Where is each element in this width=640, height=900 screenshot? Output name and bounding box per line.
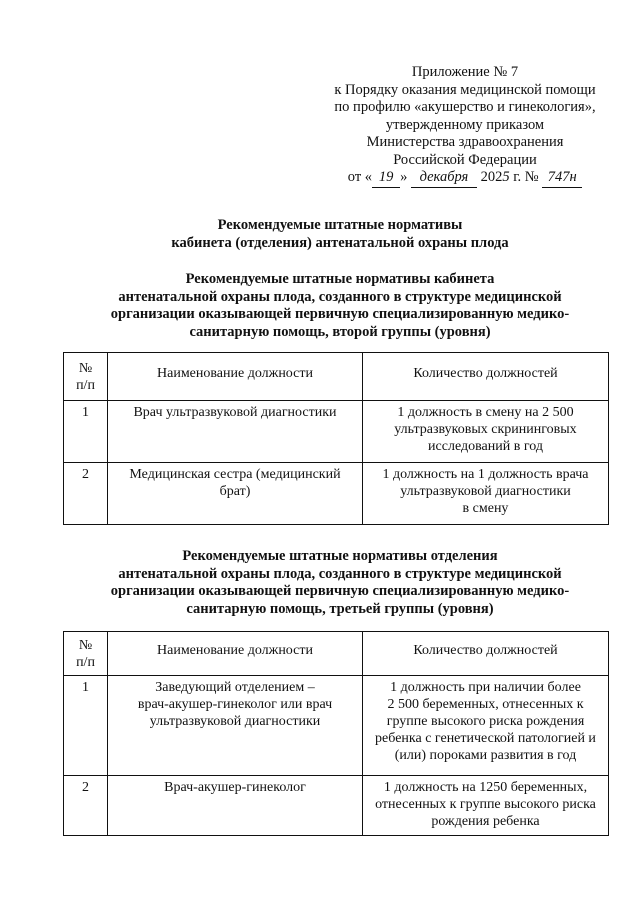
row-num: 1 (64, 401, 108, 463)
header-count: Количество должностей (363, 353, 609, 401)
section1-table (63, 352, 609, 525)
row-count: 1 должность в смену на 2 500 ультразвуковых скрининговых исследований в год (363, 401, 609, 463)
row-position: Врач ультразвуковой диагностики (108, 401, 363, 463)
handwritten-order-number: 747н (542, 169, 582, 188)
order-date-line (300, 169, 630, 188)
section1-title (40, 271, 640, 341)
main-title-line: Рекомендуемые штатные нормативы (217, 217, 463, 233)
row-num: 2 (64, 463, 108, 525)
appendix-line: по профилю «акушерство и гинекология», (334, 99, 596, 115)
row-count: 1 должность на 1250 беременных, отнесенных к группе высокого риска рождения ребенка (363, 776, 609, 836)
main-title-line: кабинета (отделения) антенатальной охраны плода (171, 234, 509, 251)
row-position: Заведующий отделением – врач-акушер-гинеколог или врач ультразвуковой диагностики (108, 676, 363, 776)
section-title-line: организации оказывающей первичную специализированную медико- (110, 583, 570, 599)
appendix-line: Министерства здравоохранения (366, 134, 564, 150)
row-count: 1 должность при наличии более 2 500 беременных, отнесенных к группе высокого риска рождения ребенка с генетической патологией и (или) пороками развития в год (363, 676, 609, 776)
row-count: 1 должность на 1 должность врача ультразвуковой диагностики в смену (363, 463, 609, 525)
appendix-line: Приложение № 7 (411, 64, 519, 80)
table-row (64, 463, 609, 525)
year-suffix: г. № (513, 169, 539, 185)
table-row (64, 401, 609, 463)
main-title (40, 217, 640, 252)
appendix-line: Российской Федерации (393, 151, 537, 168)
handwritten-year-digit: 5 (502, 169, 510, 185)
table-header-row (64, 353, 609, 401)
section-title-line: организации оказывающей первичную специализированную медико- (110, 306, 570, 322)
header-count: Количество должностей (363, 632, 609, 676)
row-position: Врач-акушер-гинеколог (108, 776, 363, 836)
handwritten-day: 19 (372, 169, 400, 188)
header-position: Наименование должности (108, 353, 363, 401)
header-position: Наименование должности (108, 632, 363, 676)
appendix-line: к Порядку оказания медицинской помощи (334, 81, 596, 98)
table-row (64, 676, 609, 776)
section2-table (63, 631, 609, 836)
row-position: Медицинская сестра (медицинский брат) (108, 463, 363, 525)
section-title-line: антенатальной охраны плода, созданного в структуре медицинской (118, 288, 562, 305)
date-prefix: от « (347, 169, 373, 185)
table-header-row (64, 632, 609, 676)
section-title-line: санитарную помощь, третьей группы (уровня) (186, 600, 494, 617)
year-prefix: 202 (480, 169, 503, 185)
date-mid: » (400, 169, 408, 185)
row-num: 1 (64, 676, 108, 776)
header-num: № п/п (64, 632, 108, 676)
section-title-line: антенатальной охраны плода, созданного в структуре медицинской (118, 565, 562, 582)
header-num: № п/п (64, 353, 108, 401)
section-title-line: санитарную помощь, второй группы (уровня) (189, 323, 491, 340)
handwritten-month: декабря (411, 169, 477, 188)
section2-title (40, 548, 640, 618)
section-title-line: Рекомендуемые штатные нормативы отделения (182, 548, 498, 564)
row-num: 2 (64, 776, 108, 836)
appendix-line: утвержденному приказом (385, 116, 545, 133)
table-row (64, 776, 609, 836)
section-title-line: Рекомендуемые штатные нормативы кабинета (185, 271, 495, 287)
appendix-block (300, 64, 630, 188)
